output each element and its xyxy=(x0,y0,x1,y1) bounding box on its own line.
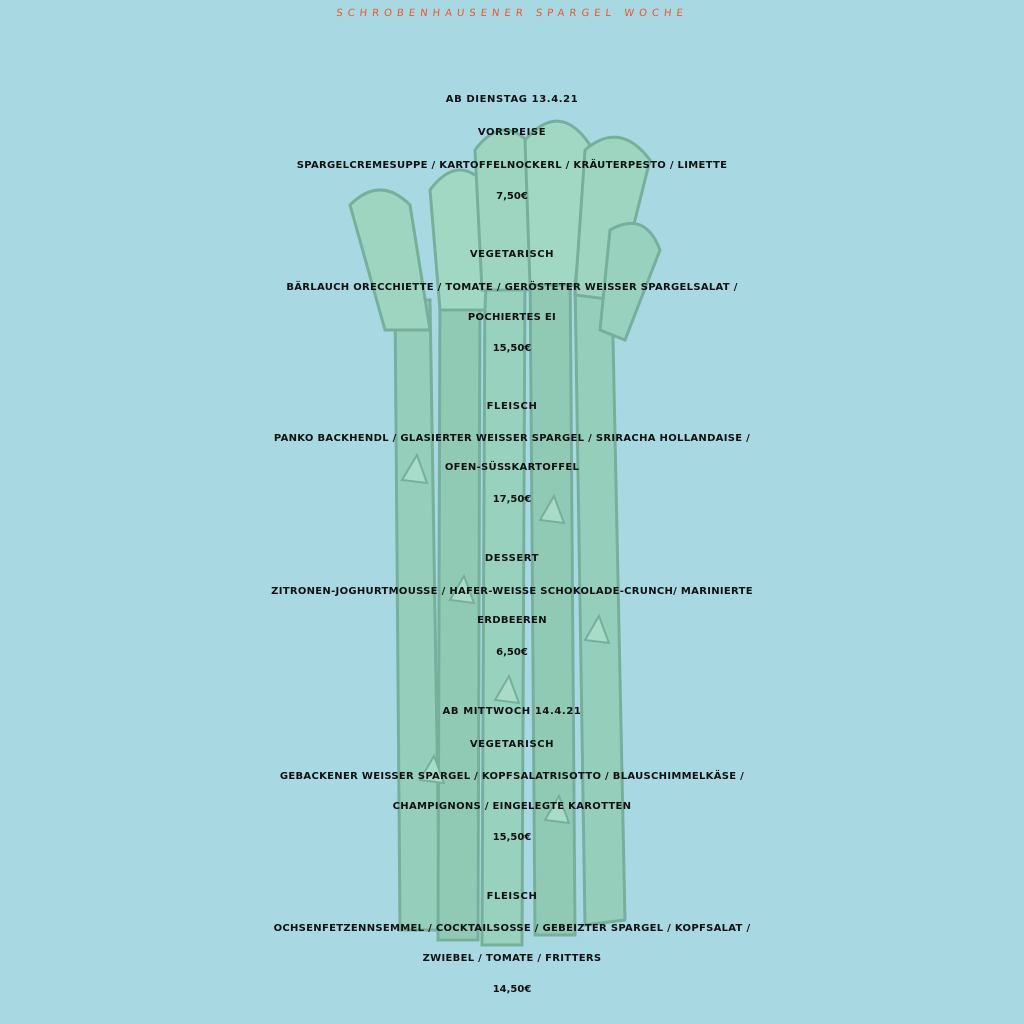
dish-dessert-line1: ZITRONEN-JOGHURTMOUSSE / HAFER-WEISSE SCHOKOLADE-CRUNCH/ MARINIERTE xyxy=(271,586,753,597)
price-fleisch-mittwoch: 14,50€ xyxy=(492,984,532,995)
price-fleisch-dienstag: 17,50€ xyxy=(492,494,532,505)
menu-title: SCHROBENHAUSENER SPARGEL WOCHE xyxy=(335,8,689,19)
price-vorspeise: 7,50€ xyxy=(496,191,528,202)
dish-vegetarisch-mittwoch-line2: CHAMPIGNONS / EINGELEGTE KAROTTEN xyxy=(392,801,632,812)
dish-fleisch-mittwoch-line2: ZWIEBEL / TOMATE / FRITTERS xyxy=(422,953,602,964)
price-dessert: 6,50€ xyxy=(496,647,528,658)
price-vegetarisch-mittwoch: 15,50€ xyxy=(492,832,532,843)
heading-dessert: DESSERT xyxy=(484,553,540,564)
dish-vorspeise: SPARGELCREMESUPPE / KARTOFFELNOCKERL / KRÄUTERPESTO / LIMETTE xyxy=(296,160,728,171)
dish-vegetarisch-dienstag-line2: POCHIERTES EI xyxy=(467,312,557,323)
dish-vegetarisch-mittwoch-line1: GEBACKENER WEISSER SPARGEL / KOPFSALATRISOTTO / BLAUSCHIMMELKÄSE / xyxy=(279,771,745,782)
heading-fleisch-dienstag: FLEISCH xyxy=(486,401,538,412)
dish-dessert-line2: ERDBEEREN xyxy=(477,615,547,626)
dish-vegetarisch-dienstag-line1: BÄRLAUCH ORECCHIETTE / TOMATE / GERÖSTETER WEISSER SPARGELSALAT / xyxy=(286,282,738,293)
heading-vegetarisch-dienstag: VEGETARISCH xyxy=(469,249,555,260)
price-vegetarisch-dienstag: 15,50€ xyxy=(492,343,532,354)
section-date-dienstag: AB DIENSTAG 13.4.21 xyxy=(445,94,579,105)
dish-fleisch-dienstag-line2: OFEN-SÜSSKARTOFFEL xyxy=(444,462,580,473)
section-date-mittwoch: AB MITTWOCH 14.4.21 xyxy=(442,706,582,717)
heading-vegetarisch-mittwoch: VEGETARISCH xyxy=(469,739,555,750)
dish-fleisch-mittwoch-line1: OCHSENFETZENNSEMMEL / COCKTAILSOSSE / GEBEIZTER SPARGEL / KOPFSALAT / xyxy=(273,923,751,934)
heading-vorspeise: VORSPEISE xyxy=(477,127,547,138)
dish-fleisch-dienstag-line1: PANKO BACKHENDL / GLASIERTER WEISSER SPARGEL / SRIRACHA HOLLANDAISE / xyxy=(273,433,751,444)
heading-fleisch-mittwoch: FLEISCH xyxy=(486,891,538,902)
